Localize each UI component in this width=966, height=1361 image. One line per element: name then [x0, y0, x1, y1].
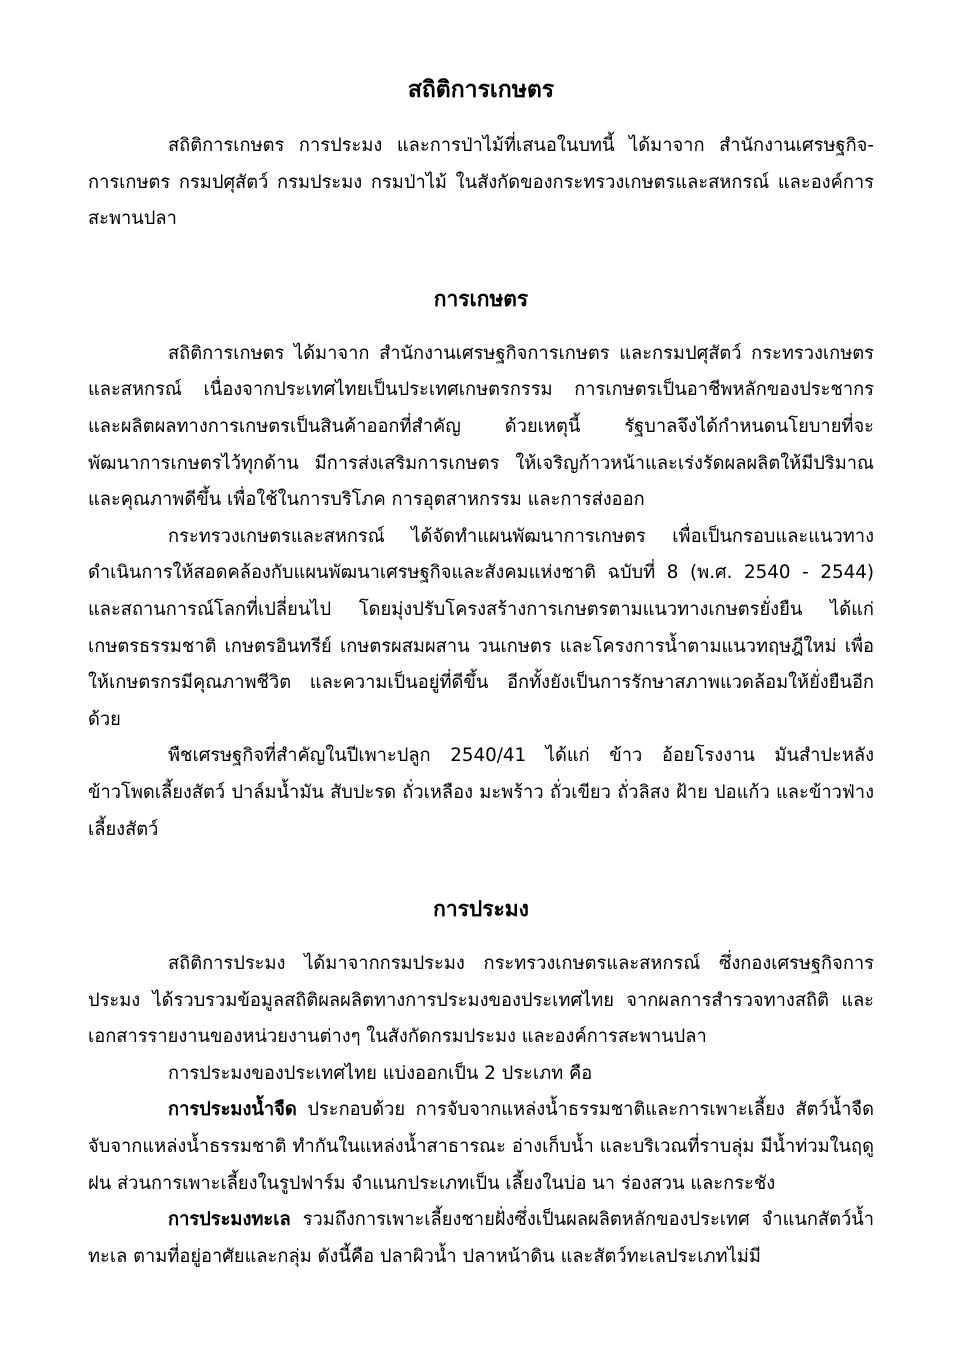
agriculture-paragraph-3: พืชเศรษฐกิจที่สำคัญในปีเพาะปลูก 2540/41 ได้แก่ ข้าว อ้อยโรงงาน มันสำปะหลัง ข้าวโพดเลี้ยงสัตว์ ปาล์มน้ำมัน สับปะรด ถั่วเหลือง มะพร้าว ถั่วเขียว ถั่วลิสง ฝ้าย ปอแก้ว และข้าวฟ่างเลี้ยงสัตว์: [88, 745, 874, 840]
section-heading-agriculture: การเกษตร: [433, 286, 529, 311]
fishery-paragraph-marine: [88, 1202, 874, 1275]
intro-paragraph: สถิติการเกษตร การประมง และการป่าไม้ที่เสนอในบทนี้ ได้มาจาก สำนักงานเศรษฐกิจ-การเกษตร กรมปศุสัตว์ กรมประมง กรมป่าไม้ ในสังกัดของกระทรวงเกษตรและสหกรณ์ และองค์การสะพานปลา: [88, 135, 874, 230]
agriculture-paragraph-1: สถิติการเกษตร ได้มาจาก สำนักงานเศรษฐกิจการเกษตร และกรมปศุสัตว์ กระทรวงเกษตรและสหกรณ์ เนื่องจากประเทศไทยเป็นประเทศเกษตรกรรม การเกษตรเป็นอาชีพหลักของประชากร และผลิตผลทางการเกษตรเป็นสินค้าออกที่สำคัญ ด้วยเหตุนี้ รัฐบาลจึงได้กำหนดนโยบายที่จะพัฒนาการเกษตรไว้ทุกด้าน มีการส่งเสริมการเกษตร ให้เจริญก้าวหน้าและเร่งรัดผลผลิตให้มีปริมาณและคุณภาพดีขึ้น เพื่อใช้ในการบริโภค การอุตสาหกรรม และการส่งออก: [88, 342, 874, 511]
page-title: สถิติการเกษตร: [407, 77, 555, 103]
fishery-paragraph-freshwater: [88, 1092, 874, 1202]
spacer: [88, 316, 874, 336]
marine-fishery-text: รวมถึงการเพาะเลี้ยงชายฝั่งซึ่งเป็นผลผลิตหลักของประเทศ จำแนกสัตว์น้ำทะเล ตามที่อยู่อาศัยและกลุ่ม ดังนี้คือ ปลาผิวน้ำ ปลาหน้าดิน และสัตว์ทะเลประเภทไม่มี: [88, 1209, 874, 1267]
fishery-paragraph-2: การประมงของประเทศไทย แบ่งออกเป็น 2 ประเภท คือ: [168, 1062, 593, 1084]
freshwater-fishery-text: ประกอบด้วย การจับจากแหล่งน้ำธรรมชาติและการเพาะเลี้ยง สัตว์น้ำจืดจับจากแหล่งน้ำธรรมชาติ ทำกันในแหล่งน้ำสาธารณะ อ่างเก็บน้ำ และบริเวณที่ราบลุ่ม มีน้ำท่วมในฤดูฝน ส่วนการเพาะเลี้ยงในรูปฟาร์ม จำแนกประเภทเป็น เลี้ยงในบ่อ นา ร่องสวน และกระชัง: [88, 1099, 874, 1194]
freshwater-fishery-term: การประมงน้ำจืด: [168, 1099, 297, 1121]
marine-fishery-term: การประมงทะเล: [168, 1209, 291, 1231]
spacer: [88, 238, 874, 282]
spacer: [88, 848, 874, 892]
agriculture-paragraph-2: กระทรวงเกษตรและสหกรณ์ ได้จัดทำแผนพัฒนาการเกษตร เพื่อเป็นกรอบและแนวทางดำเนินการให้สอดคล้องกับแผนพัฒนาเศรษฐกิจและสังคมแห่งชาติ ฉบับที่ 8 (พ.ศ. 2540 - 2544) และสถานการณ์โลกที่เปลี่ยนไป โดยมุ่งปรับโครงสร้างการเกษตรตามแนวทางเกษตรยั่งยืน ได้แก่ เกษตรธรรมชาติ เกษตรอินทรีย์ เกษตรผสมผสาน วนเกษตร และโครงการน้ำตามแนวทฤษฎีใหม่ เพื่อให้เกษตรกรมีคุณภาพชีวิต และความเป็นอยู่ที่ดีขึ้น อีกทั้งยังเป็นการรักษาสภาพแวดล้อมให้ยั่งยืนอีกด้วย: [88, 525, 874, 730]
fishery-paragraph-1: สถิติการประมง ได้มาจากกรมประมง กระทรวงเกษตรและสหกรณ์ ซึ่งกองเศรษฐกิจการประมง ได้รวบรวมข้อมูลสถิติผลผลิตทางการประมงของประเทศไทย จากผลการสำรวจทางสถิติ และเอกสารรายงานของหน่วยงานต่างๆ ในสังกัดกรมประมง และองค์การสะพานปลา: [88, 953, 874, 1048]
spacer: [88, 108, 874, 128]
spacer: [88, 926, 874, 946]
section-heading-fishery: การประมง: [433, 897, 529, 922]
